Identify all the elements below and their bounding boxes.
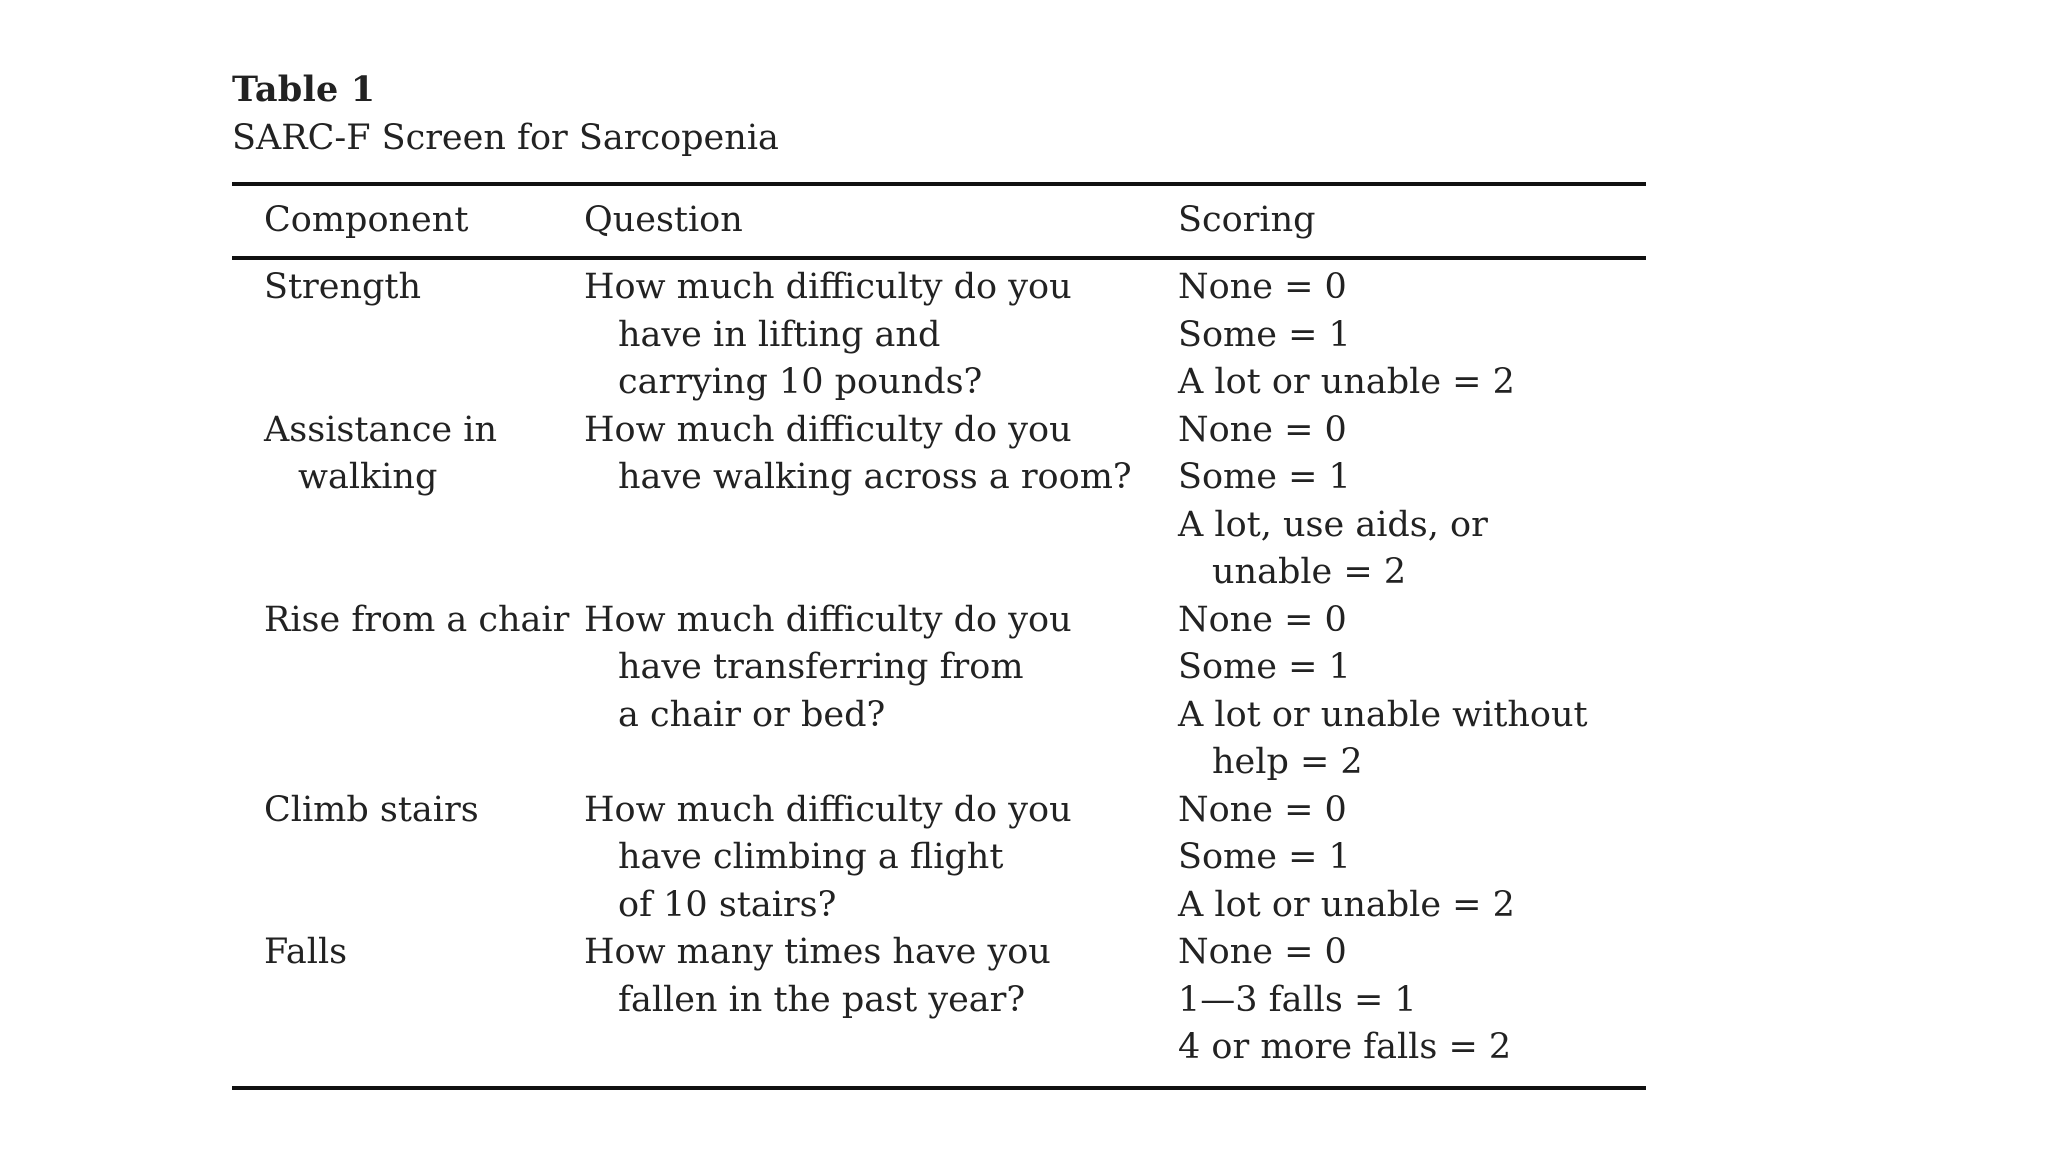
cell-line: None = 0: [1178, 409, 1347, 450]
row-scoring: [1178, 264, 1646, 407]
table-container: [232, 68, 1646, 1090]
cell-line: Assistance in: [264, 409, 498, 450]
cell-line: Falls: [264, 932, 348, 972]
cell-line: help = 2: [1212, 742, 1363, 782]
cell-line: How much difficulty do you: [584, 267, 1072, 307]
table-caption: SARC-F Screen for Sarcopenia: [232, 118, 779, 158]
row-question: [584, 264, 1178, 407]
row-question: [584, 407, 1178, 597]
row-scoring: [1178, 929, 1646, 1072]
row-component: [232, 929, 584, 1072]
row-scoring: [1178, 597, 1646, 787]
cell-line: A lot or unable = 2: [1178, 884, 1515, 925]
cell-line: have walking across a room?: [618, 457, 1132, 497]
cell-line: A lot or unable = 2: [1178, 362, 1515, 402]
table-row: [232, 407, 1646, 597]
cell-line: Climb stairs: [264, 789, 479, 830]
cell-line: Rise from a chair: [264, 599, 570, 640]
cell-line: A lot, use aids, or: [1178, 504, 1488, 545]
row-scoring: [1178, 407, 1646, 597]
cell-line: A lot or unable without: [1178, 694, 1588, 735]
table-row: [232, 597, 1646, 787]
row-question: [584, 597, 1178, 787]
table-label: Table 1: [232, 69, 376, 110]
row-question: [584, 787, 1178, 930]
cell-line: How many times have you: [584, 932, 1051, 972]
cell-line: 1—3 falls = 1: [1178, 979, 1417, 1020]
cell-line: unable = 2: [1212, 552, 1407, 592]
row-component: [232, 264, 584, 407]
cell-line: How much difficulty do you: [584, 599, 1072, 640]
table-row: [232, 787, 1646, 930]
cell-line: None = 0: [1178, 599, 1347, 640]
row-question: [584, 929, 1178, 1072]
cell-line: None = 0: [1178, 789, 1347, 830]
cell-line: fallen in the past year?: [618, 979, 1026, 1020]
table-body: [232, 260, 1646, 1072]
cell-line: walking: [298, 457, 438, 497]
cell-line: Some = 1: [1178, 647, 1351, 687]
row-component: [232, 407, 584, 597]
cell-line: None = 0: [1178, 267, 1347, 307]
cell-line: have in lifting and: [618, 314, 941, 355]
cell-line: of 10 stairs?: [618, 884, 837, 925]
header-scoring: Scoring: [1178, 200, 1316, 241]
cell-line: How much difficulty do you: [584, 789, 1072, 830]
header-component: Component: [264, 200, 469, 241]
row-component: [232, 787, 584, 930]
bottom-rule: [232, 1086, 1646, 1090]
cell-line: 4 or more falls = 2: [1178, 1027, 1512, 1067]
table-row: [232, 264, 1646, 407]
table-row: [232, 929, 1646, 1072]
row-component: [232, 597, 584, 787]
cell-line: None = 0: [1178, 932, 1347, 972]
cell-line: a chair or bed?: [618, 694, 886, 735]
cell-line: carrying 10 pounds?: [618, 362, 983, 402]
cell-line: Some = 1: [1178, 457, 1351, 497]
cell-line: have climbing a flight: [618, 837, 1004, 877]
table-header-row: [232, 186, 1646, 256]
cell-line: How much difficulty do you: [584, 409, 1072, 450]
row-scoring: [1178, 787, 1646, 930]
cell-line: Strength: [264, 267, 422, 307]
cell-line: Some = 1: [1178, 837, 1351, 877]
header-question: Question: [584, 200, 743, 241]
cell-line: Some = 1: [1178, 314, 1351, 355]
cell-line: have transferring from: [618, 647, 1024, 687]
